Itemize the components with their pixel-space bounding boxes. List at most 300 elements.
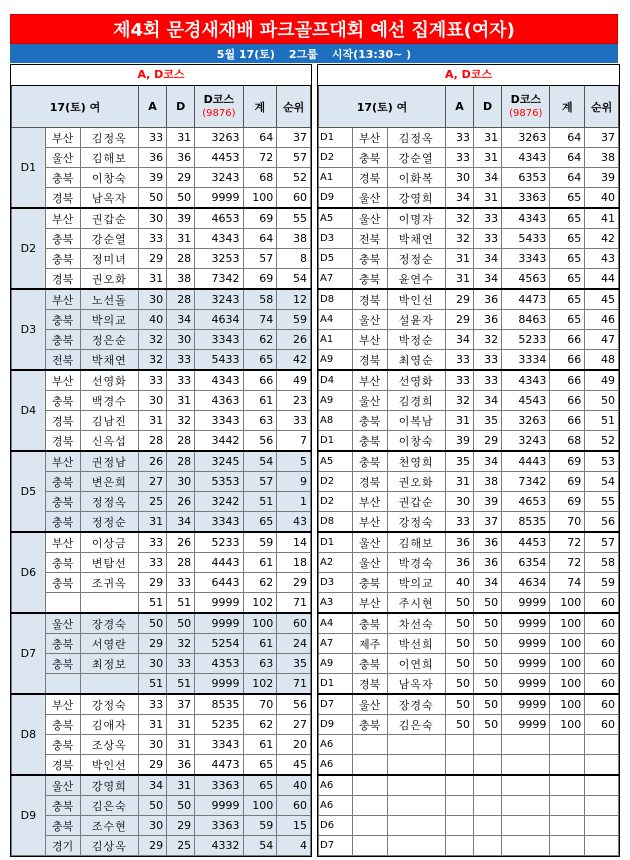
total-cell: 51 [243, 492, 277, 512]
dcourse-detail-cell: 8535 [502, 512, 550, 533]
d-score-cell: 28 [167, 553, 195, 573]
player-name-cell: 권갑순 [387, 492, 445, 512]
total-cell: 102 [243, 674, 277, 695]
table-row [12, 168, 311, 188]
d-score-cell: 26 [167, 492, 195, 512]
player-name-cell: 김은숙 [387, 715, 445, 735]
player-name-cell: 박채연 [387, 229, 445, 249]
d-score-cell: 29 [474, 431, 502, 452]
dcourse-detail-cell: 4363 [195, 391, 243, 411]
region-cell: 부산 [45, 370, 80, 391]
table-row [12, 128, 311, 148]
region-cell: 울산 [45, 148, 80, 168]
player-name-cell: 차선숙 [387, 613, 445, 634]
a-score-cell: 30 [139, 208, 167, 229]
table-row [319, 553, 619, 573]
rank-cell: 54 [277, 269, 311, 290]
dcourse-detail-cell: 7342 [502, 472, 550, 492]
table-row [319, 775, 619, 796]
region-cell: 전북 [352, 229, 387, 249]
total-cell: 66 [550, 350, 585, 371]
right-ranking-table [318, 86, 619, 856]
tee-code-cell: D1 [319, 674, 353, 695]
region-cell: 부산 [45, 532, 80, 553]
dcourse-detail-cell: 4653 [195, 208, 243, 229]
a-score-cell: 33 [139, 553, 167, 573]
total-cell: 74 [243, 310, 277, 330]
d-score-cell: 34 [167, 512, 195, 533]
table-row [319, 208, 619, 229]
region-cell: 울산 [352, 532, 387, 553]
total-cell: 64 [550, 128, 585, 148]
dcourse-detail-cell: 9999 [195, 613, 243, 634]
player-name-cell: 정정옥 [80, 492, 138, 512]
player-name-cell: 김정옥 [80, 128, 138, 148]
player-name-cell: 서영란 [80, 634, 138, 654]
left-header-dcourse-label: D코스 [203, 92, 235, 106]
a-score-cell: 29 [139, 755, 167, 776]
a-score-cell: 34 [139, 775, 167, 796]
total-cell: 66 [550, 411, 585, 431]
table-row [319, 492, 619, 512]
table-row [319, 735, 619, 755]
table-row [319, 532, 619, 553]
region-cell: 부산 [45, 451, 80, 472]
total-cell: 61 [243, 553, 277, 573]
rank-cell: 40 [585, 188, 619, 209]
table-row [319, 654, 619, 674]
a-score-cell [445, 796, 473, 816]
rank-cell: 49 [277, 370, 311, 391]
a-score-cell: 31 [445, 269, 473, 290]
region-cell [352, 796, 387, 816]
total-cell: 66 [243, 370, 277, 391]
tee-code-cell: A9 [319, 654, 353, 674]
dcourse-detail-cell: 3343 [195, 735, 243, 755]
dcourse-detail-cell: 5433 [195, 350, 243, 371]
rank-cell: 37 [277, 128, 311, 148]
table-row [12, 836, 311, 856]
total-cell: 72 [243, 148, 277, 168]
rank-cell: 60 [277, 613, 311, 634]
d-score-cell: 50 [474, 715, 502, 735]
a-score-cell: 31 [139, 269, 167, 290]
dcourse-detail-cell: 4343 [502, 148, 550, 168]
d-score-cell: 31 [167, 391, 195, 411]
d-score-cell: 36 [474, 532, 502, 553]
a-score-cell: 40 [139, 310, 167, 330]
tee-code-cell: A6 [319, 775, 353, 796]
d-score-cell: 33 [167, 654, 195, 674]
d-score-cell [474, 796, 502, 816]
a-score-cell: 33 [139, 370, 167, 391]
rank-cell [585, 755, 619, 776]
a-score-cell: 31 [139, 715, 167, 735]
total-cell: 100 [243, 796, 277, 816]
table-row [12, 431, 311, 452]
region-cell: 충북 [45, 553, 80, 573]
table-row [12, 370, 311, 391]
total-cell [550, 836, 585, 856]
dcourse-detail-cell: 4653 [502, 492, 550, 512]
rank-cell: 50 [585, 391, 619, 411]
d-score-cell: 28 [167, 289, 195, 310]
a-score-cell: 29 [139, 249, 167, 269]
a-score-cell: 36 [445, 553, 473, 573]
table-row [319, 796, 619, 816]
tee-code-cell: A6 [319, 755, 353, 776]
table-row [319, 694, 619, 715]
player-name-cell: 선영화 [387, 370, 445, 391]
a-score-cell: 30 [139, 391, 167, 411]
rank-cell: 39 [585, 168, 619, 188]
total-cell [550, 755, 585, 776]
table-row [319, 472, 619, 492]
rank-cell: 60 [585, 654, 619, 674]
region-cell: 울산 [352, 553, 387, 573]
player-name-cell: 이연희 [387, 654, 445, 674]
dcourse-detail-cell: 3442 [195, 431, 243, 452]
player-name-cell: 강순열 [80, 229, 138, 249]
dcourse-detail-cell: 9999 [502, 715, 550, 735]
region-cell: 부산 [45, 208, 80, 229]
total-cell: 64 [243, 229, 277, 249]
dcourse-detail-cell: 4343 [502, 370, 550, 391]
region-cell: 충북 [45, 816, 80, 836]
right-header-name: 17(토) 여 [319, 86, 446, 128]
region-cell: 경북 [352, 168, 387, 188]
a-score-cell: 50 [445, 593, 473, 614]
tee-code-cell: D3 [319, 573, 353, 593]
a-score-cell: 33 [445, 148, 473, 168]
total-cell: 69 [550, 451, 585, 472]
total-cell: 65 [550, 229, 585, 249]
player-name-cell: 장경숙 [80, 613, 138, 634]
a-score-cell: 34 [445, 188, 473, 209]
d-score-cell: 36 [474, 289, 502, 310]
dcourse-detail-cell: 3363 [195, 775, 243, 796]
dcourse-detail-cell: 4443 [502, 451, 550, 472]
d-score-cell: 37 [167, 694, 195, 715]
d-score-cell: 36 [167, 755, 195, 776]
d-score-cell: 51 [167, 674, 195, 695]
total-cell: 65 [243, 512, 277, 533]
player-name-cell: 권정남 [80, 451, 138, 472]
rank-cell: 51 [585, 411, 619, 431]
player-name-cell [80, 593, 138, 614]
total-cell: 64 [243, 128, 277, 148]
region-cell: 울산 [45, 775, 80, 796]
rank-cell: 14 [277, 532, 311, 553]
player-name-cell: 남옥자 [80, 188, 138, 209]
total-cell: 72 [550, 553, 585, 573]
table-row [319, 613, 619, 634]
a-score-cell: 25 [139, 492, 167, 512]
total-cell: 70 [243, 694, 277, 715]
d-score-cell: 28 [167, 431, 195, 452]
player-name-cell: 강정숙 [80, 694, 138, 715]
table-row [12, 775, 311, 796]
d-score-cell: 33 [474, 229, 502, 249]
dcourse-detail-cell: 9999 [195, 188, 243, 209]
total-cell: 66 [550, 391, 585, 411]
d-score-cell [474, 735, 502, 755]
d-score-cell [474, 755, 502, 776]
rank-cell: 29 [277, 573, 311, 593]
region-cell: 충북 [45, 512, 80, 533]
a-score-cell: 33 [139, 694, 167, 715]
total-cell: 100 [550, 715, 585, 735]
a-score-cell: 33 [445, 350, 473, 371]
left-header-total: 계 [243, 86, 277, 128]
dcourse-detail-cell: 3343 [195, 512, 243, 533]
a-score-cell: 32 [139, 350, 167, 371]
d-score-cell: 50 [474, 694, 502, 715]
d-score-cell: 36 [474, 310, 502, 330]
right-ranking-panel [317, 64, 620, 857]
rank-cell: 49 [585, 370, 619, 391]
region-cell: 충북 [352, 613, 387, 634]
total-cell: 69 [550, 472, 585, 492]
tee-code-cell: A4 [319, 310, 353, 330]
d-score-cell: 50 [474, 593, 502, 614]
a-score-cell: 26 [139, 451, 167, 472]
dcourse-detail-cell: 3263 [502, 128, 550, 148]
rank-cell: 45 [585, 289, 619, 310]
table-row [319, 168, 619, 188]
total-cell: 66 [550, 330, 585, 350]
group-label: D3 [12, 289, 46, 370]
player-name-cell: 권오화 [80, 269, 138, 290]
d-score-cell: 33 [167, 573, 195, 593]
table-row [12, 694, 311, 715]
total-cell: 100 [550, 613, 585, 634]
d-score-cell: 35 [474, 411, 502, 431]
a-score-cell: 33 [139, 229, 167, 249]
region-cell: 부산 [352, 492, 387, 512]
a-score-cell: 51 [139, 593, 167, 614]
dcourse-detail-cell: 3343 [502, 249, 550, 269]
tee-code-cell: A5 [319, 208, 353, 229]
table-row [319, 188, 619, 209]
player-name-cell: 김상옥 [80, 836, 138, 856]
group-label: D8 [12, 694, 46, 775]
tee-code-cell: A7 [319, 269, 353, 290]
region-cell: 경북 [45, 431, 80, 452]
session-start: 시작(13:30~ ) [331, 47, 412, 61]
session-date: 5월 17(토) [216, 47, 275, 61]
dcourse-detail-cell: 3243 [195, 289, 243, 310]
table-row [12, 391, 311, 411]
dcourse-detail-cell: 9999 [502, 634, 550, 654]
dcourse-detail-cell: 8463 [502, 310, 550, 330]
a-score-cell: 50 [445, 654, 473, 674]
left-header-name: 17(토) 여 [12, 86, 139, 128]
left-header-rank: 순위 [277, 86, 311, 128]
left-header-d: D [167, 86, 195, 128]
right-header-a: A [445, 86, 473, 128]
table-row [12, 289, 311, 310]
total-cell: 61 [243, 735, 277, 755]
total-cell [550, 796, 585, 816]
player-name-cell: 이창숙 [387, 431, 445, 452]
rank-cell: 52 [277, 168, 311, 188]
player-name-cell: 이복남 [387, 411, 445, 431]
total-cell [550, 775, 585, 796]
region-cell: 충북 [45, 391, 80, 411]
player-name-cell [387, 755, 445, 776]
a-score-cell: 33 [445, 512, 473, 533]
tee-code-cell: A6 [319, 735, 353, 755]
table-row [319, 674, 619, 695]
a-score-cell: 50 [445, 674, 473, 695]
table-row [12, 330, 311, 350]
tee-code-cell: D7 [319, 836, 353, 856]
tee-code-cell: D8 [319, 512, 353, 533]
a-score-cell: 29 [445, 310, 473, 330]
region-cell: 충북 [45, 654, 80, 674]
table-row [12, 532, 311, 553]
table-row [319, 391, 619, 411]
table-row [319, 269, 619, 290]
d-score-cell: 51 [167, 593, 195, 614]
rank-cell: 53 [585, 451, 619, 472]
player-name-cell: 이화복 [387, 168, 445, 188]
tee-code-cell: D8 [319, 289, 353, 310]
total-cell: 65 [550, 269, 585, 290]
a-score-cell: 33 [139, 128, 167, 148]
rank-cell: 58 [585, 553, 619, 573]
rank-cell: 37 [585, 128, 619, 148]
region-cell: 충북 [45, 573, 80, 593]
rank-cell: 9 [277, 472, 311, 492]
player-name-cell: 장경숙 [387, 694, 445, 715]
a-score-cell [445, 816, 473, 836]
group-label: D4 [12, 370, 46, 451]
a-score-cell: 40 [445, 573, 473, 593]
region-cell: 울산 [352, 391, 387, 411]
table-row [319, 573, 619, 593]
total-cell: 59 [243, 816, 277, 836]
player-name-cell: 김은숙 [80, 796, 138, 816]
region-cell: 충북 [352, 715, 387, 735]
region-cell: 울산 [352, 310, 387, 330]
tee-code-cell: D5 [319, 249, 353, 269]
player-name-cell: 노선돌 [80, 289, 138, 310]
d-score-cell: 32 [167, 634, 195, 654]
table-row [12, 411, 311, 431]
rank-cell: 60 [585, 613, 619, 634]
dcourse-detail-cell: 3343 [195, 411, 243, 431]
dcourse-detail-cell: 6353 [502, 168, 550, 188]
table-row [12, 310, 311, 330]
region-cell: 충북 [45, 796, 80, 816]
dcourse-detail-cell: 9999 [195, 674, 243, 695]
tee-code-cell: A9 [319, 391, 353, 411]
table-row [12, 269, 311, 290]
player-name-cell: 박의교 [80, 310, 138, 330]
rank-cell: 43 [277, 512, 311, 533]
d-score-cell [474, 816, 502, 836]
total-cell: 65 [550, 249, 585, 269]
a-score-cell: 36 [445, 532, 473, 553]
rank-cell: 42 [277, 350, 311, 371]
player-name-cell: 이창숙 [80, 168, 138, 188]
dcourse-detail-cell: 5233 [195, 532, 243, 553]
table-row [12, 735, 311, 755]
total-cell: 54 [243, 451, 277, 472]
a-score-cell: 33 [139, 532, 167, 553]
right-header-dcourse [502, 86, 550, 128]
region-cell: 충북 [45, 634, 80, 654]
rank-cell: 26 [277, 330, 311, 350]
total-cell: 69 [243, 269, 277, 290]
dcourse-detail-cell: 9999 [195, 593, 243, 614]
d-score-cell: 34 [474, 168, 502, 188]
a-score-cell: 33 [445, 370, 473, 391]
tee-code-cell: A7 [319, 634, 353, 654]
total-cell: 65 [243, 350, 277, 371]
dcourse-detail-cell: 4473 [195, 755, 243, 776]
rank-cell: 33 [277, 411, 311, 431]
a-score-cell: 29 [445, 289, 473, 310]
dcourse-detail-cell: 9999 [502, 613, 550, 634]
tee-code-cell: A1 [319, 330, 353, 350]
table-row [12, 208, 311, 229]
total-cell: 65 [550, 208, 585, 229]
tee-code-cell: D7 [319, 694, 353, 715]
total-cell: 61 [243, 391, 277, 411]
tee-code-cell: D9 [319, 188, 353, 209]
total-cell: 65 [550, 310, 585, 330]
player-name-cell: 변은희 [80, 472, 138, 492]
rank-cell: 35 [277, 654, 311, 674]
dcourse-detail-cell: 5433 [502, 229, 550, 249]
d-score-cell: 28 [167, 249, 195, 269]
table-row [12, 634, 311, 654]
region-cell: 경북 [45, 755, 80, 776]
player-name-cell: 최영순 [387, 350, 445, 371]
region-cell: 충북 [45, 330, 80, 350]
table-row [319, 330, 619, 350]
a-score-cell: 50 [139, 188, 167, 209]
d-score-cell: 31 [474, 128, 502, 148]
dcourse-detail-cell: 3245 [195, 451, 243, 472]
total-cell: 68 [550, 431, 585, 452]
right-header-d: D [474, 86, 502, 128]
d-score-cell: 34 [474, 269, 502, 290]
player-name-cell: 김경희 [387, 391, 445, 411]
a-score-cell: 50 [139, 613, 167, 634]
total-cell: 64 [550, 168, 585, 188]
a-score-cell: 28 [139, 431, 167, 452]
a-score-cell: 32 [139, 330, 167, 350]
total-cell: 100 [550, 674, 585, 695]
player-name-cell: 권오화 [387, 472, 445, 492]
region-cell: 충북 [352, 573, 387, 593]
player-name-cell: 남옥자 [387, 674, 445, 695]
dcourse-detail-cell [502, 796, 550, 816]
player-name-cell: 신옥섭 [80, 431, 138, 452]
d-score-cell: 31 [167, 229, 195, 249]
rank-cell: 12 [277, 289, 311, 310]
table-row [12, 451, 311, 472]
a-score-cell: 30 [445, 492, 473, 512]
total-cell: 72 [550, 532, 585, 553]
rank-cell [585, 796, 619, 816]
region-cell: 전북 [45, 350, 80, 371]
left-header-dcourse [195, 86, 243, 128]
